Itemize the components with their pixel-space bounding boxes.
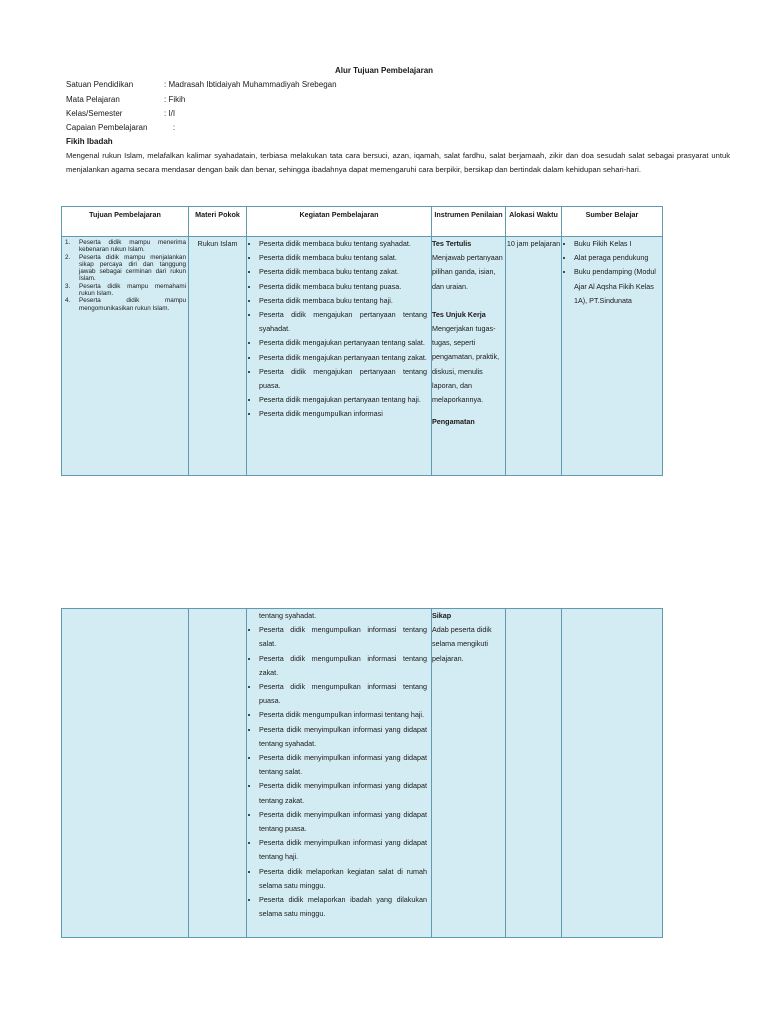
list-item: • Peserta didik melaporkan kegiatan salat di rumah selama satu minggu.: [259, 865, 427, 893]
sumber-cell: [562, 237, 663, 476]
sumber-cell-empty: [562, 609, 663, 938]
meta-row: [66, 80, 337, 89]
instrumen-cell: [432, 609, 506, 938]
alokasi-cell-empty: [506, 609, 562, 938]
kegiatan-cell: [247, 237, 432, 476]
list-item: • Peserta didik mengajukan pertanyaan tentang haji.: [259, 393, 427, 407]
meta-row: [66, 95, 185, 104]
header-tujuan: Tujuan Pembelajaran: [62, 207, 189, 237]
instrumen-tertulis-text: Menjawab pertanyaan pilihan ganda, isian, dan uraian.: [432, 253, 503, 291]
list-item: 3. Peserta didik mampu memahami rukun Islam.: [65, 282, 186, 298]
instrumen-tertulis-title: Tes Tertulis: [432, 239, 472, 248]
materi-cell: Rukun Islam: [189, 237, 247, 476]
list-item: • Peserta didik mengajukan pertanyaan tentang puasa.: [259, 365, 427, 393]
header-materi: Materi Pokok: [189, 207, 247, 237]
learning-table-page-1: [61, 206, 663, 476]
meta-value: : Fikih: [164, 95, 186, 104]
header-instrumen: Instrumen Penilaian: [432, 207, 506, 237]
list-item: • Peserta didik menyimpulkan informasi yang didapat tentang haji.: [259, 836, 427, 864]
list-item: • Peserta didik mengumpulkan informasi tentang haji.: [259, 708, 427, 722]
list-item: • Peserta didik menyimpulkan informasi yang didapat tentang salat.: [259, 751, 427, 779]
list-item: • Alat peraga pendukung: [574, 251, 659, 265]
table-row: [62, 237, 663, 476]
list-item: • Peserta didik membaca buku tentang puasa.: [259, 280, 427, 294]
header-kegiatan: Kegiatan Pembelajaran: [247, 207, 432, 237]
list-item: • Peserta didik mengajukan pertanyaan tentang syahadat.: [259, 308, 427, 336]
kegiatan-list: [247, 623, 431, 921]
list-item: • Peserta didik mengumpulkan informasi tentang zakat.: [259, 652, 427, 680]
list-item: 2. Peserta didik mampu menjalankan sikap percaya diri dan tanggung jawab sebagai cerminan dari rukun Islam.: [65, 253, 186, 283]
meta-value: : Madrasah Ibtidaiyah Muhammadiyah Srebegan: [164, 80, 337, 89]
list-item: • Peserta didik mengumpulkan informasi: [259, 407, 427, 421]
meta-key: Satuan Pendidikan: [66, 80, 134, 89]
instrumen-pengamatan-title: Pengamatan: [432, 417, 475, 427]
header-alokasi: Alokasi Waktu: [506, 207, 562, 237]
tujuan-cell-empty: [62, 609, 189, 938]
list-item: • Buku pendamping (Modul Ajar Al Aqsha Fikih Kelas 1A), PT.Sindunata: [574, 265, 659, 308]
meta-key: Kelas/Semester: [66, 109, 123, 118]
list-item: • Peserta didik mengumpulkan informasi tentang salat.: [259, 623, 427, 651]
instrumen-sikap-text: Adab peserta didik selama mengikuti pelajaran.: [432, 625, 492, 663]
instrumen-unjuk-title: Tes Unjuk Kerja: [432, 309, 486, 319]
list-item: • Peserta didik menyimpulkan informasi yang didapat tentang zakat.: [259, 779, 427, 807]
header-sumber: Sumber Belajar: [562, 207, 663, 237]
instrumen-sikap-title: Sikap: [432, 611, 452, 620]
list-item: 1. Peserta didik mampu menerima kebenaran rukun Islam.: [65, 239, 186, 254]
meta-key: Mata Pelajaran: [66, 95, 120, 104]
sumber-list: [562, 237, 662, 308]
kegiatan-cell: [247, 609, 432, 938]
capaian-paragraph: Mengenal rukun Islam, melafalkan kalimar syahadatain, terbiasa melakukan tata cara bersuci, azan, iqamah, salat fardhu, salat berjamaah, zikir dan doa sesudah salat sebagai prasyarat untuk menjalankan agama secara mendasar dengan baik dan benar, sehingga ibadahnya dapat memengaruhi cara berpikir, bersikap dan bertindak dalam kehidupan sehari-hari.: [66, 151, 730, 174]
instrumen-cell: [432, 237, 506, 476]
list-item: • Buku Fikih Kelas I: [574, 237, 659, 251]
meta-value: : I/I: [164, 109, 176, 118]
list-item: • Peserta didik membaca buku tentang syahadat.: [259, 237, 427, 251]
table-header-row: [62, 207, 663, 237]
list-item: • Peserta didik mengumpulkan informasi tentang puasa.: [259, 680, 427, 708]
list-item: • Peserta didik melaporkan ibadah yang dilakukan selama satu minggu.: [259, 893, 427, 921]
list-item: • Peserta didik menyimpulkan informasi yang didapat tentang syahadat.: [259, 723, 427, 751]
meta-row: [66, 123, 175, 132]
meta-row: [66, 109, 175, 118]
list-item: • Peserta didik membaca buku tentang haji.: [259, 294, 427, 308]
instrumen-unjuk-text: Mengerjakan tugas-tugas, seperti pengamatan, praktik, diskusi, menulis laporan, dan melaporkannya.: [432, 324, 500, 405]
learning-table-page-2: [61, 608, 663, 938]
kegiatan-list: [247, 237, 431, 422]
document-title: Alur Tujuan Pembelajaran: [334, 66, 434, 75]
materi-cell-empty: [189, 609, 247, 938]
tujuan-list: [62, 239, 188, 312]
meta-key: Capaian Pembelajaran: [66, 123, 148, 132]
alokasi-cell: 10 jam pelajaran: [506, 237, 562, 476]
tujuan-cell: [62, 237, 189, 476]
meta-value: :: [164, 123, 176, 132]
section-title: Fikih Ibadah: [66, 137, 113, 146]
list-item: • Peserta didik menyimpulkan informasi yang didapat tentang puasa.: [259, 808, 427, 836]
list-item: • Peserta didik mengajukan pertanyaan tentang salat.: [259, 336, 427, 350]
list-item: 4. Peserta didik mampu mengomunikasikan rukun Islam.: [65, 297, 186, 312]
kegiatan-continuation: tentang syahadat.: [259, 611, 317, 620]
list-item: • Peserta didik membaca buku tentang salat.: [259, 251, 427, 265]
list-item: • Peserta didik mengajukan pertanyaan tentang zakat.: [259, 351, 427, 365]
list-item: • Peserta didik membaca buku tentang zakat.: [259, 265, 427, 279]
table-row: [62, 609, 663, 938]
